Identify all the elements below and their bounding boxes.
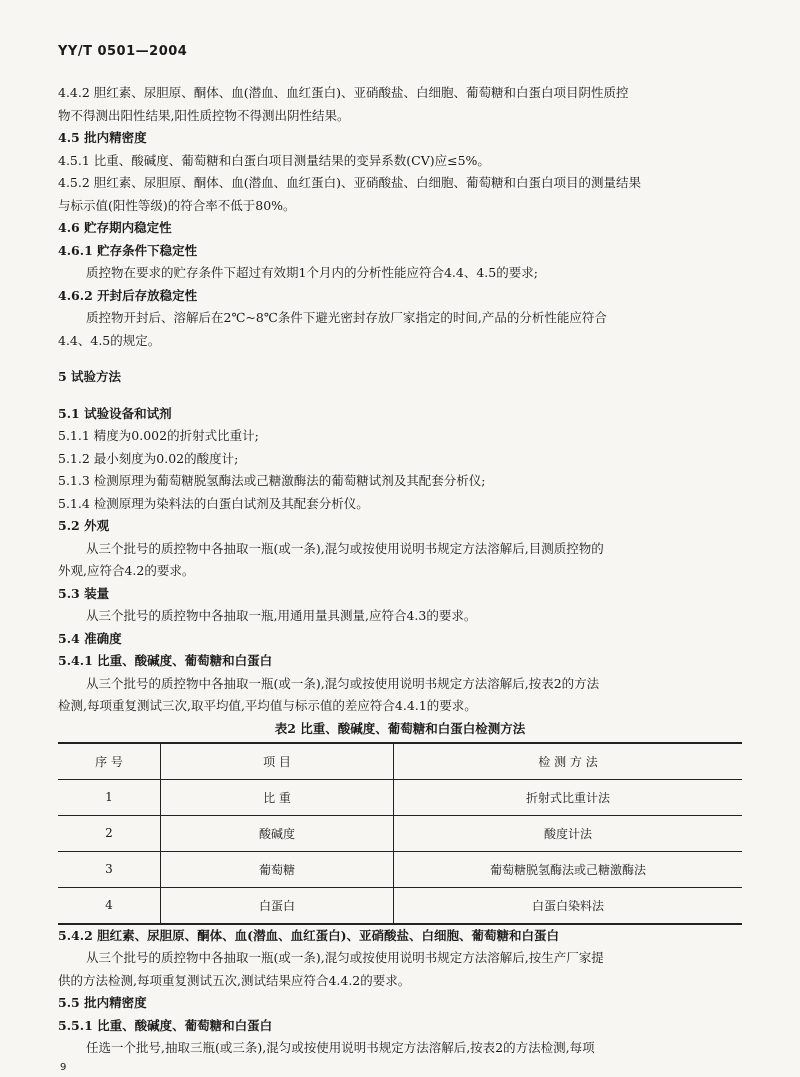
cell-serial: 4	[58, 887, 161, 924]
section-heading: 5.4 准确度	[58, 630, 122, 646]
section-heading: 4.6.2 开封后存放稳定性	[58, 287, 198, 303]
section-heading: 4.6.1 贮存条件下稳定性	[58, 242, 198, 258]
paragraph-line: 外观,应符合4.2的要求。	[58, 563, 195, 578]
section-heading: 5.1 试验设备和试剂	[58, 405, 172, 421]
cell-method: 折射式比重计法	[394, 779, 743, 815]
cell-item: 葡萄糖	[161, 851, 394, 887]
table-caption: 表2 比重、酸碱度、葡萄糖和白蛋白检测方法	[274, 720, 526, 736]
detection-method-table	[58, 742, 742, 925]
paragraph-line: 从三个批号的质控物中各抽取一瓶(或一条),混匀或按使用说明书规定方法溶解后,按生产厂家提	[86, 950, 604, 965]
section-heading: 5.5.1 比重、酸碱度、葡萄糖和白蛋白	[58, 1017, 273, 1033]
paragraph-line: 4.4、4.5的规定。	[58, 332, 161, 348]
section-heading: 4.5 批内精密度	[58, 130, 147, 145]
paragraph-line: 4.5.2 胆红素、尿胆原、酮体、血(潜血、血红蛋白)、亚硝酸盐、白细胞、葡萄糖和白蛋白项目的测量结果	[58, 175, 642, 190]
paragraph-line: 从三个批号的质控物中各抽取一瓶(或一条),混匀或按使用说明书规定方法溶解后,按表2的方法	[86, 675, 600, 691]
cell-item: 酸碱度	[161, 815, 394, 851]
table-row	[58, 815, 742, 851]
paragraph-line: 5.1.4 检测原理为染料法的白蛋白试剂及其配套分析仪。	[58, 495, 369, 511]
document-body	[58, 82, 742, 1060]
paragraph-line: 5.1.2 最小刻度为0.02的酸度计;	[58, 450, 239, 466]
table-header-row	[58, 743, 742, 780]
cell-serial: 1	[58, 779, 161, 815]
paragraph-line: 4.4.2 胆红素、尿胆原、酮体、血(潜血、血红蛋白)、亚硝酸盐、白细胞、葡萄糖和白蛋白项目阴性质控	[58, 85, 629, 100]
spacer	[58, 352, 742, 366]
section-heading: 5.4.2 胆红素、尿胆原、酮体、血(潜血、血红蛋白)、亚硝酸盐、白细胞、葡萄糖和白蛋白	[58, 927, 559, 943]
section-heading: 4.6 贮存期内稳定性	[58, 220, 172, 235]
standard-number-header: YY/T 0501—2004	[58, 44, 188, 59]
paragraph-line: 质控物开封后、溶解后在2℃~8℃条件下避光密封存放厂家指定的时间,产品的分析性能应符合	[86, 310, 607, 325]
cell-method: 酸度计法	[394, 815, 743, 851]
text-section-bottom	[58, 925, 742, 1060]
paragraph-line: 5.1.3 检测原理为葡萄糖脱氢酶法或己糖激酶法的葡萄糖试剂及其配套分析仪;	[58, 473, 486, 488]
header-item: 项 目	[161, 743, 394, 780]
paragraph-line: 从三个批号的质控物中各抽取一瓶,用通用量具测量,应符合4.3的要求。	[86, 608, 477, 623]
spacer	[58, 389, 742, 403]
paragraph-line: 从三个批号的质控物中各抽取一瓶(或一条),混匀或按使用说明书规定方法溶解后,目测质控物的	[86, 540, 604, 556]
page-number: 9	[60, 1062, 67, 1073]
paragraph-line: 物不得测出阳性结果,阳性质控物不得测出阴性结果。	[58, 107, 350, 123]
table-row	[58, 851, 742, 887]
paragraph-line: 供的方法检测,每项重复测试五次,测试结果应符合4.4.2的要求。	[58, 972, 411, 988]
cell-method: 白蛋白染料法	[394, 887, 743, 924]
cell-serial: 3	[58, 851, 161, 887]
section-heading: 5.2 外观	[58, 518, 110, 533]
paragraph-line: 质控物在要求的贮存条件下超过有效期1个月内的分析性能应符合4.4、4.5的要求;	[86, 265, 538, 280]
cell-method: 葡萄糖脱氢酶法或己糖激酶法	[394, 851, 743, 887]
cell-item: 白蛋白	[161, 887, 394, 924]
table-row	[58, 779, 742, 815]
paragraph-line: 5.1.1 精度为0.002的折射式比重计;	[58, 428, 259, 443]
section-heading: 5 试验方法	[58, 369, 122, 384]
section-heading: 5.3 装量	[58, 585, 110, 601]
cell-serial: 2	[58, 815, 161, 851]
header-method: 检 测 方 法	[394, 743, 743, 780]
section-heading: 5.5 批内精密度	[58, 995, 147, 1010]
paragraph-line: 4.5.1 比重、酸碱度、葡萄糖和白蛋白项目测量结果的变异系数(CV)应≤5%。	[58, 152, 490, 168]
section-heading: 5.4.1 比重、酸碱度、葡萄糖和白蛋白	[58, 653, 273, 668]
table-row	[58, 887, 742, 924]
cell-item: 比 重	[161, 779, 394, 815]
paragraph-line: 与标示值(阳性等级)的符合率不低于80%。	[58, 197, 296, 213]
paragraph-line: 任选一个批号,抽取三瓶(或三条),混匀或按使用说明书规定方法溶解后,按表2的方法检测,每项	[86, 1040, 595, 1055]
text-section-top	[58, 82, 742, 718]
paragraph-line: 检测,每项重复测试三次,取平均值,平均值与标示值的差应符合4.4.1的要求。	[58, 698, 477, 713]
header-serial: 序 号	[58, 743, 161, 780]
